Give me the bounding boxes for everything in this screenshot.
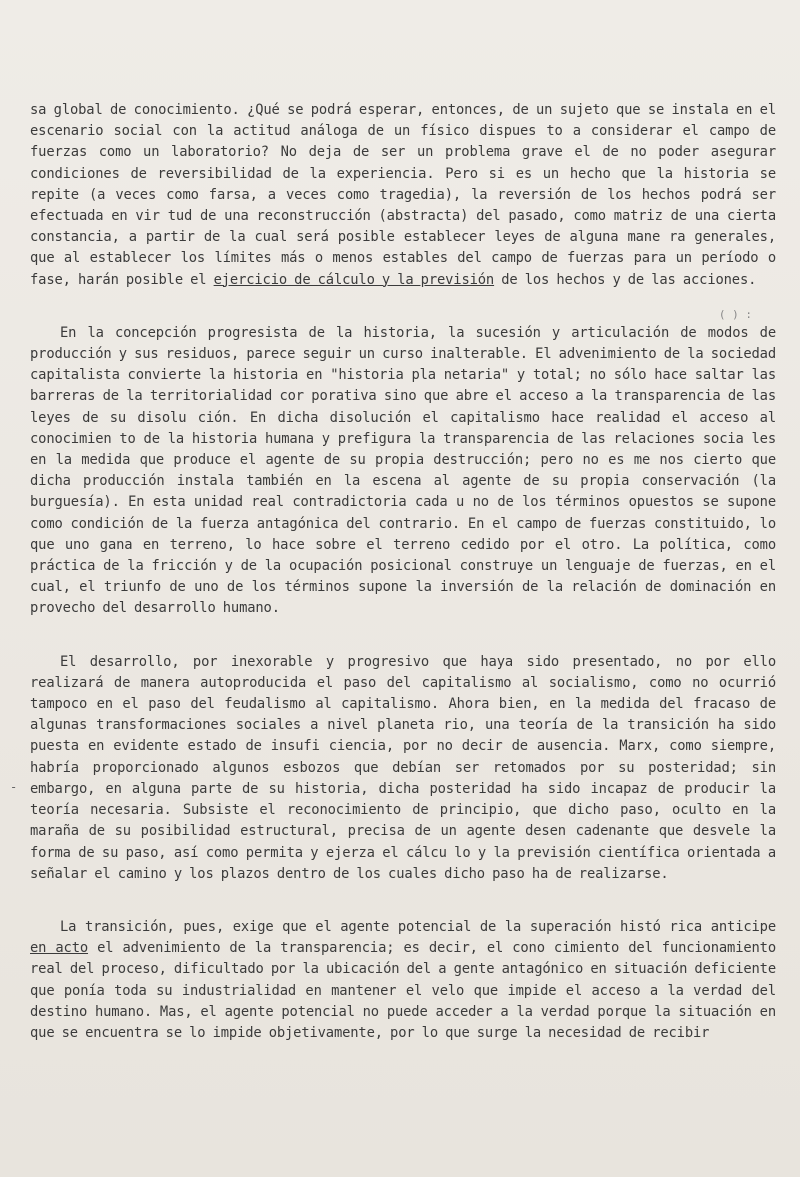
paragraph-2-text: En la concepción progresista de la historia, la sucesión y articulación de modos de producción y sus residuos, parece seguir un curso inalterable. El advenimiento de la sociedad capitalista convierte la historia en "historia pla netaria" y total; no sólo hace saltar las barreras de la territorialidad cor porativa sino que abre el acceso a la transparencia de las leyes de su disolu ción. En dicha disolución el capitalismo hace realidad el acceso al conocimien to de la historia humana y prefigura la transparencia de las relaciones socia les en la medida que produce el agente de su propia destrucción; pero no es me nos cierto que dicha producción instala también en la escena al agente de su propia conservación (la burguesía). En esta unidad real contradictoria cada u no de los términos opuestos se supone como condición de la fuerza antagónica del contrario. En el campo de fuerzas constituido, lo que uno gana en terreno, lo hace sobre el terreno cedido por el otro. La política, como práctica de la fricción y de la ocupación posicional construye un lenguaje de fuerzas, en el cual, el triunfo de uno de los términos supone la inversión de la relación de dominación en provecho del desarrollo humano. <box>30 324 776 617</box>
corner-annotation: ( ) : <box>718 308 752 321</box>
paragraph-1-underlined-phrase: ejercicio de cálculo y la previsión <box>213 271 495 288</box>
paragraph-3-text: El desarrollo, por inexorable y progresivo que haya sido presentado, no por ello realizará de manera autoproducida el paso del capitalismo al socialismo, como no ocurrió tampoco en el paso del feudalismo al capitalismo. Ahora bien, en la medida del fracaso de algunas transformaciones sociales a nivel planeta rio, una teoría de la transición ha sido puesta en evidente estado de insufi ciencia, por no decir de ausencia. Marx, como siempre, habría proporcionado algunos esbozos que debían ser retomados por su posteridad; sin embargo, en alguna parte de su historia, dicha posteridad ha sido incapaz de producir la teoría necesaria. Subsiste el reconocimiento de principio, que dicho paso, oculto en la maraña de su posibilidad estructural, precisa de un agente desen cadenante que desvele la forma de su paso, así como permita y ejerza el cálcu lo y la previsión científica orientada a señalar el camino y los plazos dentro de los cuales dicho paso ha de realizarse. <box>30 653 776 882</box>
paragraph-1-text-a: sa global de conocimiento. ¿Qué se podrá esperar, entonces, de un sujeto que se instala en el escenario social con la actitud análoga de un físico dispues to a considerar el campo de fuerzas como un laboratorio? No deja de ser un problema grave el de no poder asegurar condiciones de reversibilidad de la experiencia. Pero si es un hecho que la historia se repite (a veces como farsa, a veces como tragedia), la reversión de los hechos podrá ser efectuada en vir tud de una reconstrucción (abstracta) del pasado, como matriz de una cierta constancia, a partir de la cual será posible establecer leyes de alguna mane ra generales, que al establecer los límites más o menos estables del campo de fuerzas para un período o fase, harán posible el <box>30 102 776 288</box>
paragraph-4 <box>30 917 776 1044</box>
body-text <box>30 100 776 1076</box>
paragraph-3 <box>30 652 776 885</box>
paragraph-1-text-b: de los hechos y de las acciones. <box>494 271 757 288</box>
paragraph-4-text-a: La transición, pues, exige que el agente potencial de la superación histó rica anticipe <box>60 918 776 935</box>
paragraph-2 <box>30 323 776 620</box>
margin-annotation: - <box>10 780 18 794</box>
paragraph-4-underlined-phrase: en acto <box>30 940 89 957</box>
paragraph-1 <box>30 100 776 291</box>
paragraph-4-text-b: el advenimiento de la transparencia; es decir, el cono cimiento del funcionamiento real del proceso, dificultado por la ubicación del a gente antagónico en situación deficiente que ponía toda su industrialidad en mantener el velo que impide el acceso a la verdad del destino humano. Mas, el agente potencial no puede acceder a la verdad porque la situación en que se encuentra se lo impide objetivamente, por lo que surge la necesidad de recibir <box>30 940 776 1041</box>
